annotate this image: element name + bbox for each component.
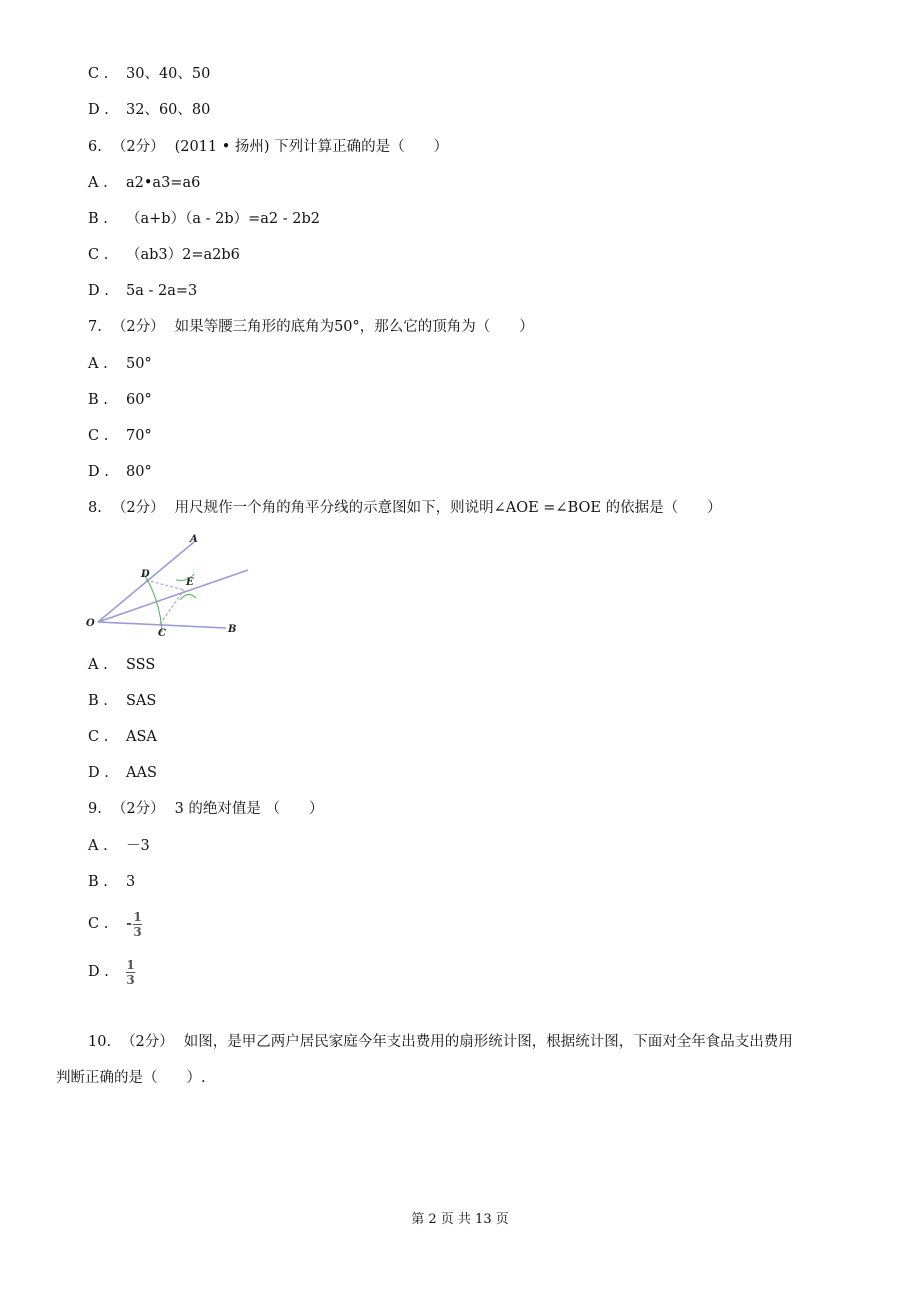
q9-option-a: A . －3 xyxy=(88,838,150,854)
label-e: E xyxy=(186,577,194,588)
fraction-one-third: $\frac{1}{3}$ xyxy=(133,909,142,939)
q8-option-d: D . AAS xyxy=(88,765,157,781)
q8-option-c: C . ASA xyxy=(88,729,157,745)
fraction-one-third: $\frac{1}{3}$ xyxy=(126,957,135,987)
question-8: 8. （2分） 用尺规作一个角的角平分线的示意图如下，则说明∠AOE =∠BOE 的依据是（ ） xyxy=(88,500,722,516)
q9-option-b: B . 3 xyxy=(88,874,136,890)
segment-ce xyxy=(160,590,184,624)
q7-option-a: A . 50° xyxy=(88,356,152,372)
ray-oe xyxy=(98,570,248,622)
label-a: A xyxy=(190,534,198,545)
q8-option-a: A . SSS xyxy=(88,657,156,673)
q7-option-c: C . 70° xyxy=(88,428,152,444)
arc-e-2 xyxy=(180,594,196,600)
q9-option-d: D . $\frac{1}{3}$ xyxy=(88,957,135,987)
q7-option-d: D . 80° xyxy=(88,464,152,480)
label-b: B xyxy=(228,624,237,635)
question-9: 9. （2分） 3 的绝对值是 （ ） xyxy=(88,801,324,817)
q5-option-c: C . 30、40、50 xyxy=(88,66,211,82)
question-10-continued: 判断正确的是（ ）. xyxy=(56,1070,206,1086)
label-c: C xyxy=(158,628,166,639)
label-o: O xyxy=(86,618,95,629)
q5-option-d: D . 32、60、80 xyxy=(88,102,211,118)
q6-option-a: A . a2•a3=a6 xyxy=(88,175,201,191)
label-d: D xyxy=(141,569,150,580)
q8-option-b: B . SAS xyxy=(88,693,157,709)
question-7: 7. （2分） 如果等腰三角形的底角为50°，那么它的顶角为（ ） xyxy=(88,319,534,335)
page-footer: 第 2 页 共 13 页 xyxy=(411,1212,509,1227)
q6-option-b: B . （a+b）（a - 2b）=a2 - 2b2 xyxy=(88,211,320,227)
angle-bisector-figure xyxy=(84,528,256,646)
q6-option-d: D . 5a - 2a=3 xyxy=(88,283,198,299)
question-10: 10. （2分） 如图，是甲乙两户居民家庭今年支出费用的扇形统计图，根据统计图，下面对全年食品支出费用 xyxy=(88,1034,793,1050)
q7-option-b: B . 60° xyxy=(88,392,152,408)
ray-oa xyxy=(98,542,194,622)
q9-option-c: C . - $\frac{1}{3}$ xyxy=(88,909,142,939)
question-6: 6. （2分） (2011 • 扬州) 下列计算正确的是（ ） xyxy=(88,139,449,155)
q6-option-c: C . （ab3）2=a2b6 xyxy=(88,247,240,263)
